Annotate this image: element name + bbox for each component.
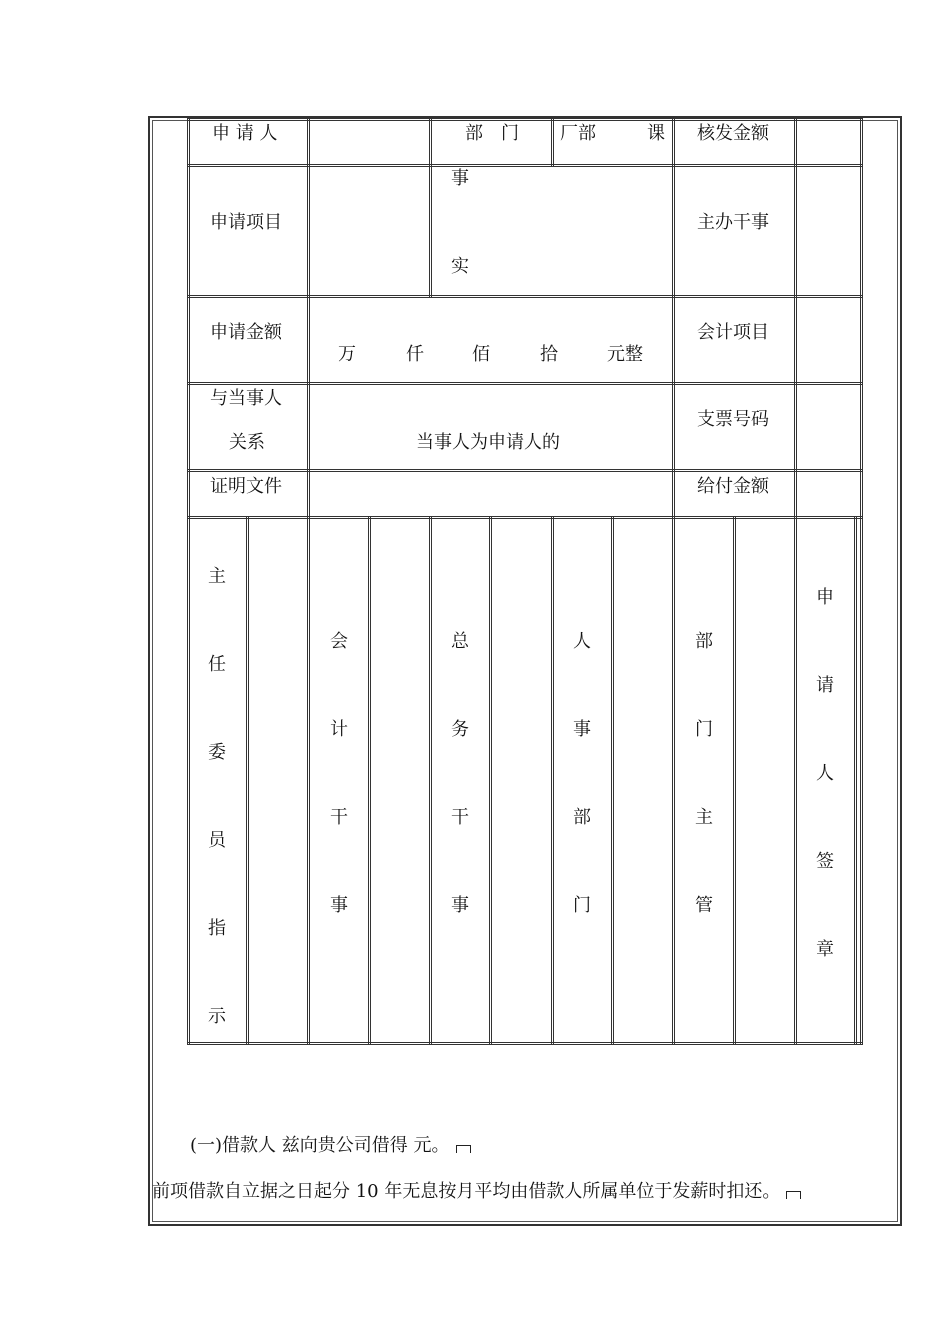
unit-yuan: 元整 [607,344,643,365]
general-affairs-label: 总 务 干 事 [451,631,469,916]
section-label: 课 [647,123,665,144]
relation-label-bottom: 关系 [229,432,265,453]
note-line-1-text: (一)借款人 兹向贵公司借得 元。 [190,1135,450,1156]
table-line [307,118,310,1044]
applicant-label: 申 请 人 [212,123,278,144]
table-line [368,516,371,1044]
table-line [854,516,857,1044]
table-line [246,516,249,1044]
table-line [489,516,492,1044]
applicant-seal-label: 申 请 人 签 章 [816,587,834,960]
accounting-item-label: 会计项目 [697,322,769,343]
director-instruction-label: 主 任 委 员 指 示 [208,566,226,1027]
unit-bai: 佰 [472,344,490,365]
table-line [187,1042,863,1045]
table-line [429,118,432,298]
proof-label: 证明文件 [210,476,282,497]
unit-shi: 拾 [540,344,558,365]
check-no-label: 支票号码 [697,409,769,430]
table-line [187,516,863,519]
table-line [187,469,863,472]
table-line [672,118,675,1044]
facts-label-top: 事 [451,168,469,189]
note-line-1 [190,1135,471,1157]
table-line [794,118,797,1044]
dept-head-label: 部 门 主 管 [695,631,713,916]
paid-amount-label: 给付金额 [697,476,769,497]
hr-department-label: 人 事 部 门 [573,631,591,916]
unit-qian: 仟 [406,344,424,365]
table-line [860,118,863,1044]
table-line [187,295,863,298]
table-line [187,118,863,121]
paragraph-mark-icon [786,1191,801,1199]
table-line [551,118,554,166]
project-label: 申请项目 [210,212,282,233]
note-line-2 [152,1181,801,1203]
accountant-label: 会 计 干 事 [330,631,348,916]
unit-wan: 万 [338,344,356,365]
department-label: 部 门 [465,123,519,144]
amount-label: 申请金额 [210,322,282,343]
facts-label-bottom: 实 [451,256,469,277]
relation-label-top: 与当事人 [210,388,282,409]
outer-frame-inner [152,120,898,1222]
table-line [187,118,190,1044]
table-line [611,516,614,1044]
table-line [187,164,863,167]
table-line [429,516,432,1044]
table-line [551,516,554,1044]
relation-value: 当事人为申请人的 [416,432,560,453]
factory-label: 厂部 [560,123,596,144]
table-line [187,382,863,385]
paragraph-mark-icon [456,1145,471,1153]
note-line-2-text: 前项借款自立据之日起分 10 年无息按月平均由借款人所属单位于发薪时扣还。 [152,1181,781,1202]
approved-amount-label: 核发金额 [697,123,769,144]
table-line [733,516,736,1044]
handler-label: 主办干事 [697,212,769,233]
